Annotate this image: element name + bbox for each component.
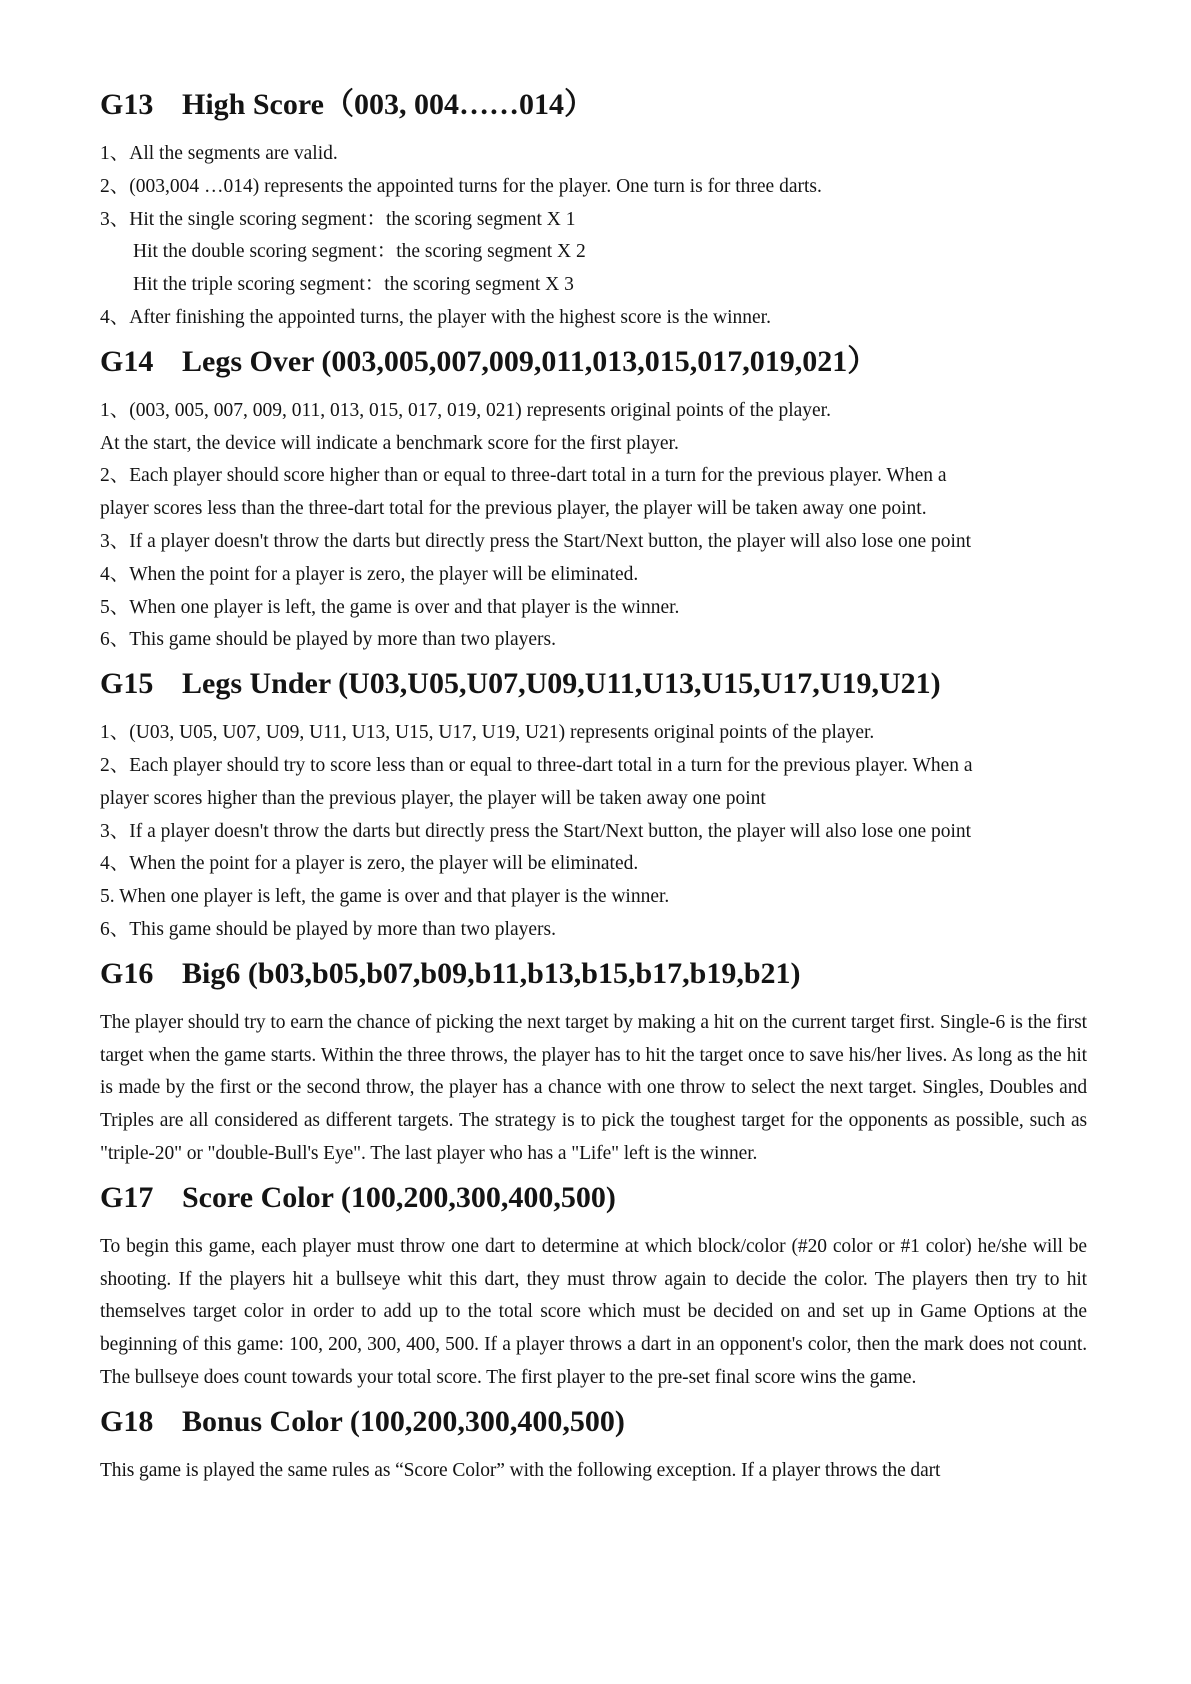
rule-line: 1、(003, 005, 007, 009, 011, 013, 015, 017, 019, 021) represents original points of the player. — [100, 399, 831, 421]
section-g13 — [100, 84, 1087, 335]
section-code: G14 — [100, 344, 154, 378]
section-title: Big6 (b03,b05,b07,b09,b11,b13,b15,b17,b19,b21) — [182, 956, 801, 990]
section-title: Legs Over (003,005,007,009,011,013,015,017,019,021） — [182, 344, 878, 378]
rule-line: 2、Each player should score higher than or equal to three-dart total in a turn for the previous player. When a — [100, 465, 947, 487]
rule-paragraph: To begin this game, each player must throw one dart to determine at which block/color (#20 color or #1 color) he/she will be shooting. If the players hit a bullseye whit this dart, they must throw again to decide the color. The players then try to hit themselves target color in order to add up to the total score which must be decided on and set up in Game Options at the beginning of this game: 100, 200, 300, 400, 500. If a player throws a dart in an opponent's color, then the mark does not count. The bullseye does count towards your total score. The first player to the pre-set final score wins the game. — [100, 1235, 1087, 1388]
section-code: G13 — [100, 88, 154, 121]
rule-line: 3、If a player doesn't throw the darts but directly press the Start/Next button, the player will also lose one point — [100, 530, 972, 552]
section-g14 — [100, 341, 1087, 657]
rule-line: 4、When the point for a player is zero, the player will be eliminated. — [100, 853, 639, 875]
section-title: Score Color (100,200,300,400,500) — [182, 1180, 616, 1214]
rule-line: 6、This game should be played by more than two players. — [100, 629, 556, 651]
section-code: G15 — [100, 667, 154, 701]
section-title: Bonus Color (100,200,300,400,500) — [182, 1404, 625, 1438]
section-g18 — [100, 1401, 1087, 1488]
rule-line: player scores higher than the previous player, the player will be taken away one point — [100, 787, 766, 809]
rule-line: 5. When one player is left, the game is over and that player is the winner. — [100, 886, 670, 908]
rule-line: 2、Each player should try to score less than or equal to three-dart total in a turn for the previous player. When a — [100, 754, 973, 776]
rule-line: 1、(U03, U05, U07, U09, U11, U13, U15, U17, U19, U21) represents original points of the player. — [100, 722, 875, 744]
section-title: High Score（003, 004……014） — [182, 88, 594, 121]
rule-line: 3、If a player doesn't throw the darts but directly press the Start/Next button, the player will also lose one point — [100, 820, 972, 842]
section-heading — [100, 663, 1087, 709]
rule-line: 1、All the segments are valid. — [100, 143, 338, 164]
rule-line: 4、When the point for a player is zero, the player will be eliminated. — [100, 563, 639, 585]
section-g15 — [100, 663, 1087, 947]
section-heading — [100, 341, 1087, 387]
section-title: Legs Under (U03,U05,U07,U09,U11,U13,U15,U17,U19,U21) — [182, 667, 941, 701]
rule-line: 3、Hit the single scoring segment：the scoring segment X 1 — [100, 208, 576, 230]
rule-paragraph: The player should try to earn the chance of picking the next target by making a hit on the current target first. Single-6 is the first target when the game starts. Within the three throws, the player has to hit the target once to save his/her lives. As long as the hit is made by the first or the second throw, the player has a chance with one throw to select the next target. Singles, Doubles and Triples are all considered as different targets. The strategy is to pick the toughest target for the opponents as possible, such as "triple-20" or "double-Bull's Eye". The last player who has a "Life" left is the winner. — [100, 1011, 1087, 1164]
rule-line: player scores less than the three-dart total for the previous player, the player will be taken away one point. — [100, 498, 927, 520]
section-code: G18 — [100, 1404, 154, 1438]
section-heading — [100, 953, 1087, 999]
section-code: G17 — [100, 1180, 154, 1214]
rule-line: Hit the triple scoring segment：the scoring segment X 3 — [133, 274, 574, 296]
section-heading — [100, 1177, 1087, 1223]
section-heading — [100, 84, 1087, 130]
rule-line: 6、This game should be played by more than two players. — [100, 918, 556, 940]
rule-line: 4、After finishing the appointed turns, the player with the highest score is the winner. — [100, 306, 771, 328]
rule-line: 5、When one player is left, the game is over and that player is the winner. — [100, 596, 680, 618]
section-g16 — [100, 953, 1087, 1171]
section-heading — [100, 1401, 1087, 1447]
section-code: G16 — [100, 956, 154, 990]
rule-line: At the start, the device will indicate a benchmark score for the first player. — [100, 432, 679, 454]
rule-line: Hit the double scoring segment：the scoring segment X 2 — [133, 241, 586, 263]
section-g17 — [100, 1177, 1087, 1395]
rule-paragraph: This game is played the same rules as “Score Color” with the following exception. If a player throws the dart — [100, 1459, 941, 1481]
rule-line: 2、(003,004 …014) represents the appointed turns for the player. One turn is for three darts. — [100, 175, 822, 197]
